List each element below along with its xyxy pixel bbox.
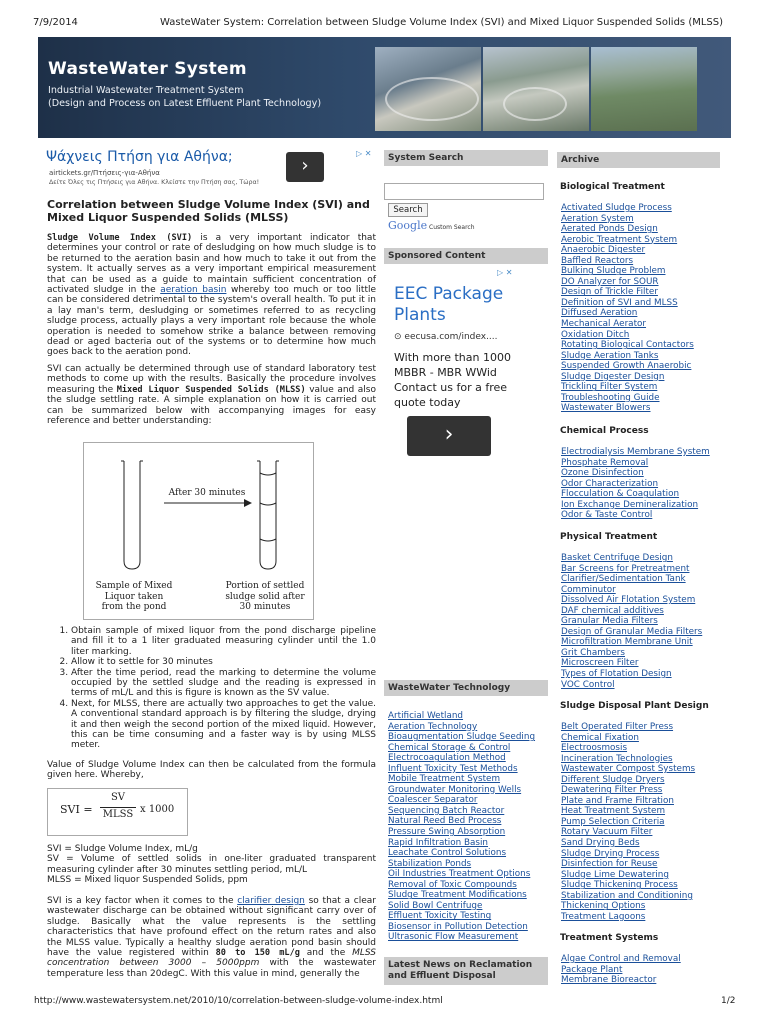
archive-link-list — [561, 447, 710, 521]
archive-link[interactable]: Basket Centrifuge Design — [561, 553, 673, 563]
cylinder-figure — [83, 442, 314, 620]
archive-section-title: Treatment Systems — [560, 933, 659, 943]
technology-link[interactable]: Ultrasonic Flow Measurement — [388, 932, 519, 943]
banner-photo-tanks — [483, 47, 589, 131]
ad-headline[interactable]: Ψάχνεις Πτήση για Αθήνα; — [46, 149, 233, 165]
technology-link[interactable]: Natural Reed Bed Process — [388, 816, 502, 827]
formula-multiplier: x 1000 — [140, 804, 175, 815]
technology-link[interactable]: Aeration Technology — [388, 721, 478, 732]
step-item: 4. Next, for MLSS, there are actually two approaches to get the value. A conventional standard approach is by filtering the sludge, drying it and then weigh the second portion of the mixed liquid. However, this can be time consuming and a faster way is by using MLSS meter. — [71, 699, 376, 751]
definitions — [47, 844, 376, 886]
archive-link-list — [561, 553, 702, 690]
p2-text-b: value and also the sludge settling rate. A simple explanation on how it is carried out can be summarized below with accompanying images for easy reference and better understanding: — [47, 384, 376, 427]
svi-formula — [47, 788, 188, 836]
side-ad-arrow-button[interactable]: › — [407, 416, 491, 456]
p4-text-d: with the wastewater temperature less than 20degC. With this value in mind, generally the — [47, 958, 376, 979]
formula-denominator: MLSS — [102, 809, 134, 820]
archive-link[interactable]: Odor Characterization — [561, 478, 659, 489]
archive-section-title: Biological Treatment — [560, 182, 665, 192]
archive-link[interactable]: Design of Granular Media Filters — [561, 626, 703, 637]
print-page-title: WasteWater System: Correlation between Sludge Volume Index (SVI) and Mixed Liquor Suspended Solids (MLSS) — [160, 17, 724, 28]
technology-link[interactable]: Chemical Storage & Control — [388, 742, 511, 753]
tank-shape — [503, 87, 567, 121]
definition-mlss: MLSS = Mixed liquor Suspended Solids, ppm — [47, 875, 248, 886]
archive-section-title: Physical Treatment — [560, 532, 658, 542]
archive-link[interactable]: Stabilization and Conditioning — [561, 890, 693, 901]
archive-link[interactable]: Bar Screens for Pretreatment — [561, 563, 690, 574]
search-input[interactable] — [384, 183, 544, 200]
archive-link[interactable]: Odor & Taste Control — [561, 510, 653, 521]
latest-news-heading: Latest News on Reclamation and Effluent Disposal — [384, 957, 548, 985]
archive-link[interactable]: Aerobic Treatment System — [561, 234, 678, 245]
archive-link[interactable]: Dissolved Air Flotation System — [561, 595, 696, 606]
p4-text-b: so that a clear wastewater discharge can be obtained without significant carry over of sludge. Basically what the value represents is the settling characteristics that have profound effect on the return rates and also the MLSS value. Typically a healthy sludge aeration pond basin should have the value registered within — [47, 896, 376, 959]
technology-link[interactable]: Effluent Toxicity Testing — [388, 911, 492, 922]
fraction-bar — [100, 807, 136, 808]
adchoices-icon[interactable]: ▷ ✕ — [497, 268, 513, 277]
archive-link[interactable]: Membrane Bioreactor — [561, 975, 657, 986]
svi-term: Sludge Volume Index (SVI) — [47, 233, 193, 243]
archive-link[interactable]: Chemical Fixation — [561, 732, 639, 743]
technology-link[interactable]: Oil Industries Treatment Options — [388, 869, 531, 880]
archive-link-list — [561, 722, 695, 922]
site-banner — [38, 37, 731, 138]
archive-link[interactable]: Aerated Ponds Design — [561, 224, 658, 235]
technology-link[interactable]: Removal of Toxic Compounds — [388, 879, 517, 890]
archive-link[interactable]: Sludge Thickening Process — [561, 880, 678, 891]
archive-link[interactable]: Package Plant — [561, 964, 623, 975]
step-item: 3. After the time period, read the marking to determine the volume occupied by the settled sludge and the reading is expressed in terms of mL/L and this is figure is known as the SV value. — [71, 668, 376, 699]
page-number: 1/2 — [721, 996, 736, 1006]
p2-text-a: SVI can actually be determined through use of standard laboratory test methods to come up with the results. Basically the procedure involves measuring the — [47, 364, 376, 395]
archive-link[interactable]: Suspended Growth Anaerobic — [561, 361, 692, 372]
tagline-line-2: (Design and Process on Latest Effluent Plant Technology) — [48, 98, 322, 109]
print-header — [0, 0, 768, 36]
formula-numerator: SV — [110, 792, 126, 803]
archive-link[interactable]: Plate and Frame Filtration — [561, 795, 674, 806]
archive-link[interactable]: Wastewater Compost Systems — [561, 764, 696, 775]
definition-sv: SV = Volume of settled solids in one-liter graduated transparent measuring cylinder after 30 minutes settling period, mL/L — [47, 854, 376, 875]
p4-text-c: and the — [299, 948, 353, 959]
archive-link[interactable]: Belt Operated Filter Press — [561, 722, 674, 732]
archive-heading: Archive — [557, 152, 720, 168]
definition-svi: SVI = Sludge Volume Index, mL/g — [47, 844, 198, 854]
technology-link[interactable]: Biosensor in Pollution Detection — [388, 921, 528, 932]
side-ad-url[interactable]: ⊙ eecusa.com/index.... — [394, 332, 498, 342]
side-ad-url-text: eecusa.com/index.... — [404, 332, 498, 342]
right-cylinder-caption: Portion of settled sludge solid after 30 minutes — [225, 581, 305, 612]
page-url: http://www.wastewatersystem.net/2010/10/correlation-between-sludge-volume-index.html — [34, 996, 443, 1006]
technology-link[interactable]: Coalescer Separator — [388, 795, 478, 806]
archive-link[interactable]: Wastewater Blowers — [561, 403, 651, 414]
archive-link[interactable]: Mechanical Aerator — [561, 319, 647, 330]
technology-link[interactable]: Influent Toxicity Test Methods — [388, 763, 518, 774]
archive-section-title: Chemical Process — [560, 426, 649, 436]
archive-link[interactable]: Thickening Options — [561, 901, 646, 912]
archive-link[interactable]: Incineration Technologies — [561, 753, 673, 764]
archive-link[interactable]: Grit Chambers — [561, 647, 625, 658]
side-ad-description: With more than 1000 MBBR - MBR WWid Contact us for a free quote today — [394, 351, 511, 409]
article — [47, 198, 377, 979]
archive-link[interactable]: Rotating Biological Contactors — [561, 340, 694, 351]
banner-photo-clarifier — [375, 47, 481, 131]
technology-link[interactable]: Pressure Swing Absorption — [388, 827, 506, 838]
archive-link[interactable]: Ion Exchange Demineralization — [561, 499, 699, 510]
after-30-minutes-label: After 30 minutes — [168, 488, 246, 498]
archive-link[interactable]: Microfiltration Membrane Unit — [561, 637, 693, 648]
site-tagline — [48, 84, 321, 110]
archive-link[interactable]: Ozone Disinfection — [561, 468, 644, 479]
archive-link[interactable]: Phosphate Removal — [561, 457, 649, 468]
top-ad[interactable] — [46, 146, 376, 190]
technology-link[interactable]: Mobile Treatment System — [388, 774, 501, 785]
article-title: Correlation between Sludge Volume Index (SVI) and Mixed Liquor Suspended Solids (MLSS) — [47, 198, 370, 224]
archive-link[interactable]: Bulking Sludge Problem — [561, 266, 666, 277]
archive-link[interactable]: DO Analyzer for SOUR — [561, 276, 659, 287]
technology-link[interactable]: Artificial Wetland — [388, 711, 464, 721]
archive-link[interactable]: Anaerobic Digester — [561, 245, 646, 256]
mlss-range: MLSS concentration between 3000 – 5000ppm — [47, 948, 376, 969]
archive-link[interactable]: DAF chemical additives — [561, 605, 664, 616]
archive-link[interactable]: Sludge Digester Design — [561, 371, 665, 382]
technology-link[interactable]: Electrocoagulation Method — [388, 753, 506, 764]
archive-link[interactable]: Troubleshooting Guide — [561, 392, 660, 403]
archive-link[interactable]: Sludge Lime Dewatering — [561, 869, 669, 880]
clarifier-design-link[interactable]: clarifier design — [237, 896, 305, 906]
p1-text-a: is a very important indicator that determines your control or rate of desludging on how much sludge is to be returned to the aeration basin and how much to take it out from the system. It actually serves as a very important empirical measurement that can be used as a guide to maintain sufficient concentration of activated sludge in the — [47, 233, 376, 296]
article-paragraph-4 — [47, 896, 376, 979]
archive-link[interactable]: Sludge Aeration Tanks — [561, 350, 659, 361]
archive-link[interactable]: Definition of SVI and MLSS — [561, 297, 678, 308]
archive-link[interactable]: Sand Drying Beds — [561, 838, 640, 849]
archive-link[interactable]: Clarifier/Sedimentation Tank — [561, 574, 686, 585]
archive-link[interactable]: Comminutor — [561, 584, 616, 595]
archive-link[interactable]: Pump Selection Criteria — [561, 816, 665, 827]
procedure-steps — [47, 626, 376, 751]
archive-link[interactable]: Different Sludge Dryers — [561, 774, 665, 785]
side-ad-headline[interactable]: EEC Package Plants — [394, 284, 504, 325]
formula-lhs: SVI = — [60, 803, 93, 816]
sponsored-content-heading: Sponsored Content — [384, 248, 548, 264]
archive-link[interactable]: Trickling Filter System — [561, 382, 658, 393]
archive-link[interactable]: Treatment Lagoons — [561, 911, 646, 922]
archive-link[interactable]: Microscreen Filter — [561, 658, 639, 669]
technology-link[interactable]: Rapid Infiltration Basin — [388, 837, 489, 848]
google-custom-search-label — [388, 219, 475, 232]
archive-link[interactable]: Dewatering Filter Press — [561, 785, 663, 796]
archive-link[interactable]: Types of Flotation Design — [561, 669, 672, 680]
aeration-basin-link[interactable]: aeration basin — [160, 285, 227, 296]
archive-link-list — [561, 954, 681, 986]
banner-photo-ponds — [591, 47, 697, 131]
archive-link[interactable]: Activated Sludge Process — [561, 203, 672, 213]
archive-link[interactable]: Design of Trickle Filter — [561, 287, 658, 298]
google-logo: Google — [388, 219, 428, 232]
technology-link[interactable]: Sequencing Batch Reactor — [388, 805, 505, 816]
technology-link[interactable]: Groundwater Monitoring Wells — [388, 784, 522, 795]
middle-column — [384, 150, 548, 166]
side-ad[interactable] — [387, 268, 547, 468]
archive-link[interactable]: Baffled Reactors — [561, 255, 634, 266]
p4-text-a: SVI is a key factor when it comes to the — [47, 896, 238, 906]
archive-link[interactable]: Flocculation & Coagulation — [561, 489, 680, 500]
ad-description: Δείτε Όλες τις Πτήσεις για Αθήνα. Κλείστε την Πτήση σας, Τώρα! — [49, 179, 260, 186]
article-paragraph-1 — [47, 233, 377, 358]
technology-link[interactable]: Stabilization Ponds — [388, 858, 472, 869]
formula-intro: Value of Sludge Volume Index can then be calculated from the formula given here. Whereby, — [47, 760, 376, 781]
article-paragraph-2 — [47, 364, 376, 426]
system-search-heading: System Search — [384, 150, 548, 166]
custom-search-text: Custom Search — [429, 224, 475, 231]
ad-arrow-button[interactable]: › — [286, 152, 324, 182]
ad-url[interactable]: airtickets.gr/Πτήσεις-για-Αθήνα — [49, 169, 160, 177]
wastewater-technology-heading: WasteWater Technology — [384, 680, 548, 696]
adchoices-icon[interactable]: ▷ ✕ — [356, 149, 372, 158]
tank-shape — [385, 77, 479, 121]
archive-link[interactable]: Electrodialysis Membrane System — [561, 447, 710, 457]
archive-link[interactable]: Heat Treatment System — [561, 806, 666, 817]
step-item: 2. Allow it to settle for 30 minutes — [71, 657, 376, 667]
print-date: 7/9/2014 — [33, 17, 78, 28]
print-footer — [0, 990, 768, 1024]
archive-link[interactable]: Electroosmosis — [561, 743, 628, 754]
step-item: 1. Obtain sample of mixed liquor from the pond discharge pipeline and fill it to a 1 liter graduated measuring cylinder until the 1.0 liter marking. — [71, 626, 376, 657]
archive-link[interactable]: Disinfection for Reuse — [561, 859, 658, 870]
technology-link[interactable]: Bioaugmentation Sludge Seeding — [388, 732, 536, 743]
mlss-term: Mixed Liquor Suspended Solids (MLSS) — [116, 384, 306, 395]
technology-link[interactable]: Solid Bowl Centrifuge — [388, 900, 483, 911]
technology-link[interactable]: Sludge Treatment Modifications — [388, 890, 527, 901]
svi-range: 80 to 150 mL/g — [215, 948, 300, 959]
technology-link[interactable]: Leachate Control Solutions — [388, 848, 507, 859]
left-cylinder-caption: Sample of Mixed Liquor taken from the pond — [95, 581, 173, 612]
technology-links — [388, 711, 535, 943]
archive-link[interactable]: Aeration System — [561, 213, 634, 224]
archive-link[interactable]: Algae Control and Removal — [561, 954, 681, 964]
tagline-line-1: Industrial Wastewater Treatment System — [48, 85, 244, 96]
archive-section-title: Sludge Disposal Plant Design — [560, 701, 709, 711]
archive-link[interactable]: VOC Control — [561, 679, 615, 690]
archive-link[interactable]: Oxidation Ditch — [561, 329, 630, 340]
site-title[interactable]: WasteWater System — [48, 59, 247, 79]
p1-text-b: whereby too much or too little can be considered detrimental to the system's overall health. To put it in a lay man's term, desludging or sometimes referred to as recycling sludge process, actually plays a very important role because the whole operation is needed to somehow strike a balance between removing dead or aged bacteria out of the systems or to determine how much goes back to the aeration pond. — [47, 285, 377, 358]
search-button[interactable]: Search — [388, 203, 428, 217]
archive-link[interactable]: Rotary Vacuum Filter — [561, 827, 653, 838]
archive-link[interactable]: Diffused Aeration — [561, 308, 638, 319]
archive-link-list — [561, 203, 694, 414]
archive-link[interactable]: Sludge Drying Process — [561, 848, 660, 859]
archive-link[interactable]: Granular Media Filters — [561, 616, 658, 627]
